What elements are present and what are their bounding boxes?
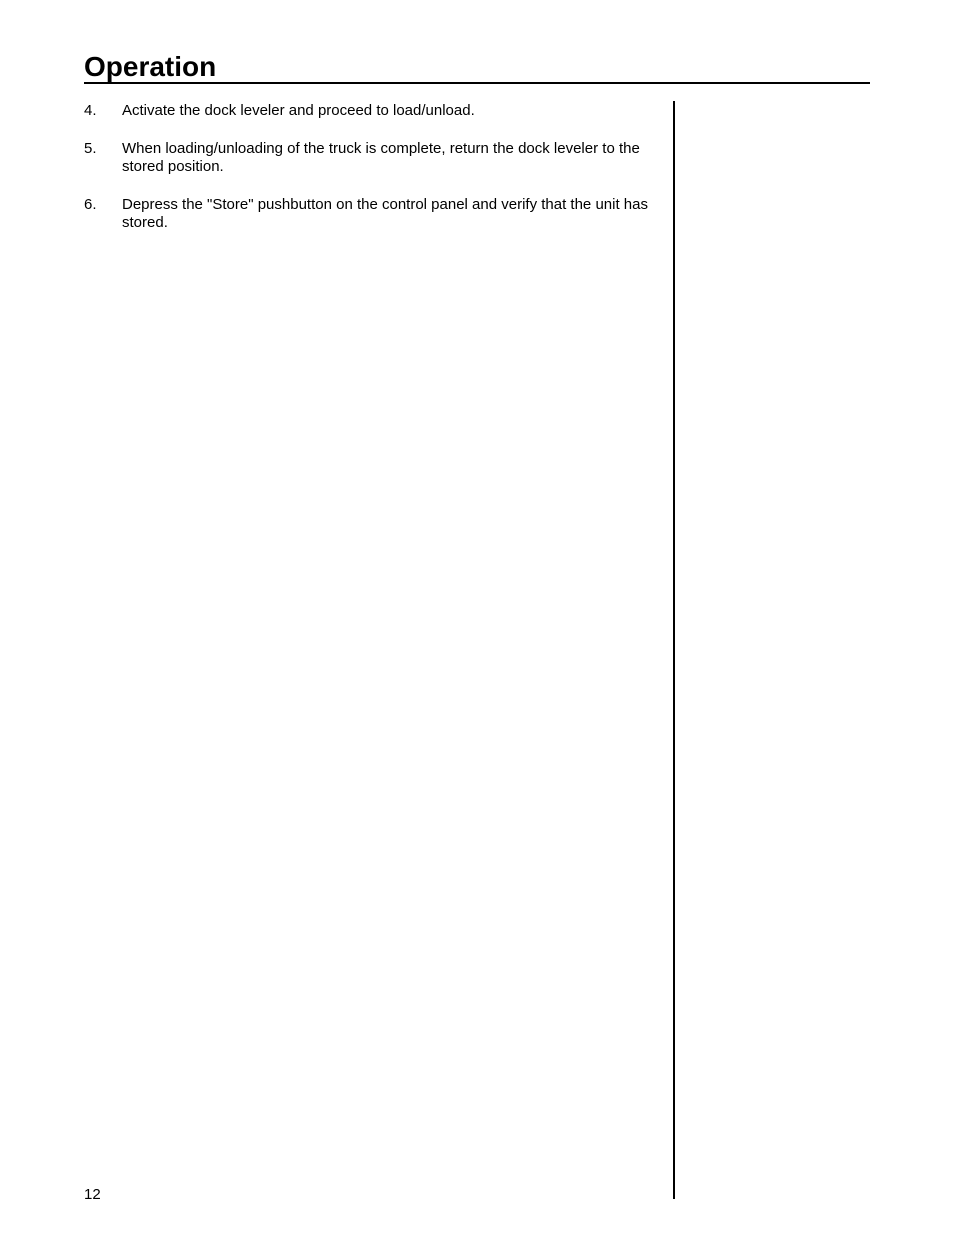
page-number: 12 (84, 1186, 101, 1203)
step-text: When loading/unloading of the truck is complete, return the dock leveler to the stored position. (122, 140, 640, 175)
step-number: 5. (84, 140, 97, 157)
step-number: 6. (84, 196, 97, 213)
list-item (84, 102, 664, 120)
step-number: 4. (84, 102, 97, 119)
title-underline-divider (84, 82, 870, 84)
list-item (84, 196, 664, 232)
step-text: Depress the "Store" pushbutton on the control panel and verify that the unit has stored. (122, 196, 648, 231)
operation-steps-list (84, 102, 664, 252)
list-item (84, 140, 664, 176)
step-text: Activate the dock leveler and proceed to load/unload. (122, 102, 475, 119)
column-divider (673, 101, 675, 1199)
page-title: Operation (84, 51, 217, 82)
